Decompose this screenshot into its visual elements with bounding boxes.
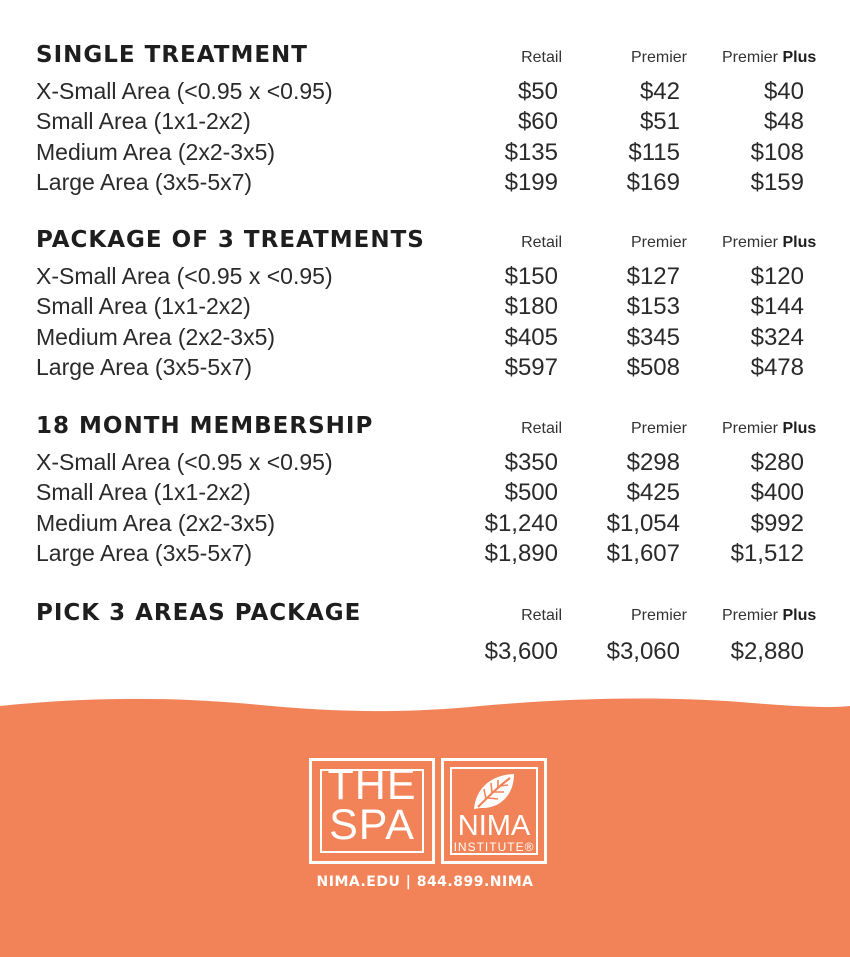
price-row [0, 293, 850, 323]
footer [0, 690, 850, 957]
logo-text-institute: INSTITUTE® [453, 840, 535, 854]
price-premier: $425 [626, 479, 680, 507]
price-premier-plus: $144 [750, 293, 804, 321]
logo-text-the: THE [327, 761, 417, 809]
price-premier: $345 [626, 323, 680, 351]
price-row [0, 263, 850, 293]
price-retail: $500 [504, 479, 558, 507]
price-row [0, 139, 850, 169]
price-retail: $1,890 [484, 539, 558, 567]
contact-info: NIMA.EDU | 844.899.NIMA [316, 874, 534, 890]
col-head-retail: Retail [521, 420, 562, 437]
logo [309, 758, 547, 864]
price-premier: $3,060 [606, 638, 680, 665]
area-label: Large Area (3x5-5x7) [36, 168, 253, 195]
price-premier: $42 [639, 78, 680, 105]
col-head-premier-plus: Premier Plus [722, 420, 817, 437]
area-label: Medium Area (2x2-3x5) [36, 323, 276, 350]
section-title: SINGLE TREATMENT [36, 42, 308, 68]
price-rows [0, 263, 850, 384]
price-premier-plus: $40 [763, 78, 804, 105]
price-retail: $597 [504, 353, 558, 381]
price-retail: $150 [504, 263, 558, 290]
nima-institute-logo [441, 758, 547, 864]
price-row [0, 324, 850, 354]
col-head-retail: Retail [521, 607, 562, 624]
price-premier: $298 [626, 449, 680, 476]
price-premier: $115 [628, 138, 680, 166]
col-head-premier-plus: Premier Plus [722, 49, 817, 66]
price-premier-plus: $324 [750, 323, 804, 351]
price-row [0, 479, 850, 509]
area-label: Small Area (1x1-2x2) [36, 479, 251, 506]
price-premier: $169 [626, 168, 680, 196]
col-head-premier: Premier [630, 234, 687, 251]
price-row [0, 638, 850, 668]
price-retail: $199 [504, 168, 558, 196]
area-label: Large Area (3x5-5x7) [36, 539, 253, 566]
price-row [0, 169, 850, 199]
price-rows [0, 78, 850, 199]
price-premier-plus: $159 [750, 168, 804, 196]
price-retail: $135 [504, 138, 558, 166]
area-label: Small Area (1x1-2x2) [36, 293, 251, 320]
price-premier-plus: $478 [750, 353, 804, 381]
price-row [0, 449, 850, 479]
logo-text-spa: SPA [329, 801, 415, 849]
price-premier: $153 [626, 293, 680, 321]
price-premier-plus: $280 [750, 449, 804, 476]
price-retail: $180 [504, 293, 558, 321]
area-label: Small Area (1x1-2x2) [36, 108, 251, 135]
price-retail: $350 [504, 449, 558, 476]
price-row [0, 510, 850, 540]
col-head-premier: Premier [630, 49, 687, 66]
price-premier: $127 [626, 263, 680, 290]
price-premier: $51 [639, 108, 680, 136]
col-head-premier-plus: Premier Plus [722, 234, 817, 251]
area-label: Large Area (3x5-5x7) [36, 353, 253, 380]
price-row [0, 78, 850, 108]
section-title: 18 MONTH MEMBERSHIP [36, 413, 374, 439]
price-retail: $3,600 [484, 638, 558, 665]
price-premier-plus: $48 [763, 108, 804, 136]
leaf-icon [470, 771, 518, 813]
price-premier: $1,607 [606, 539, 680, 567]
price-row [0, 108, 850, 138]
price-premier: $508 [626, 353, 680, 381]
price-row [0, 354, 850, 384]
area-label: Medium Area (2x2-3x5) [36, 138, 276, 165]
price-retail: $50 [517, 78, 558, 105]
col-head-retail: Retail [521, 49, 562, 66]
section-title: PICK 3 AREAS PACKAGE [36, 600, 362, 626]
price-premier-plus: $120 [750, 263, 804, 290]
area-label: X-Small Area (<0.95 x <0.95) [36, 263, 333, 289]
price-premier: $1,054 [606, 509, 680, 537]
col-head-premier-plus: Premier Plus [722, 607, 817, 624]
area-label: Medium Area (2x2-3x5) [36, 509, 276, 536]
col-head-retail: Retail [521, 234, 562, 251]
area-label: X-Small Area (<0.95 x <0.95) [36, 449, 333, 475]
area-label: X-Small Area (<0.95 x <0.95) [36, 78, 333, 104]
price-rows [0, 449, 850, 570]
price-premier-plus: $1,512 [730, 539, 804, 567]
price-premier-plus: $108 [750, 138, 804, 166]
price-row [0, 540, 850, 570]
logo-text-nima: NIMA [457, 810, 531, 842]
price-premier-plus: $400 [750, 479, 804, 507]
price-retail: $60 [517, 108, 558, 136]
price-rows [0, 638, 850, 668]
col-head-premier: Premier [630, 420, 687, 437]
price-premier-plus: $2,880 [730, 638, 804, 665]
price-retail: $1,240 [484, 509, 558, 537]
price-retail: $405 [504, 323, 558, 351]
section-title: PACKAGE OF 3 TREATMENTS [36, 227, 425, 253]
price-premier-plus: $992 [750, 509, 804, 537]
col-head-premier: Premier [630, 607, 687, 624]
the-spa-logo [309, 758, 435, 864]
